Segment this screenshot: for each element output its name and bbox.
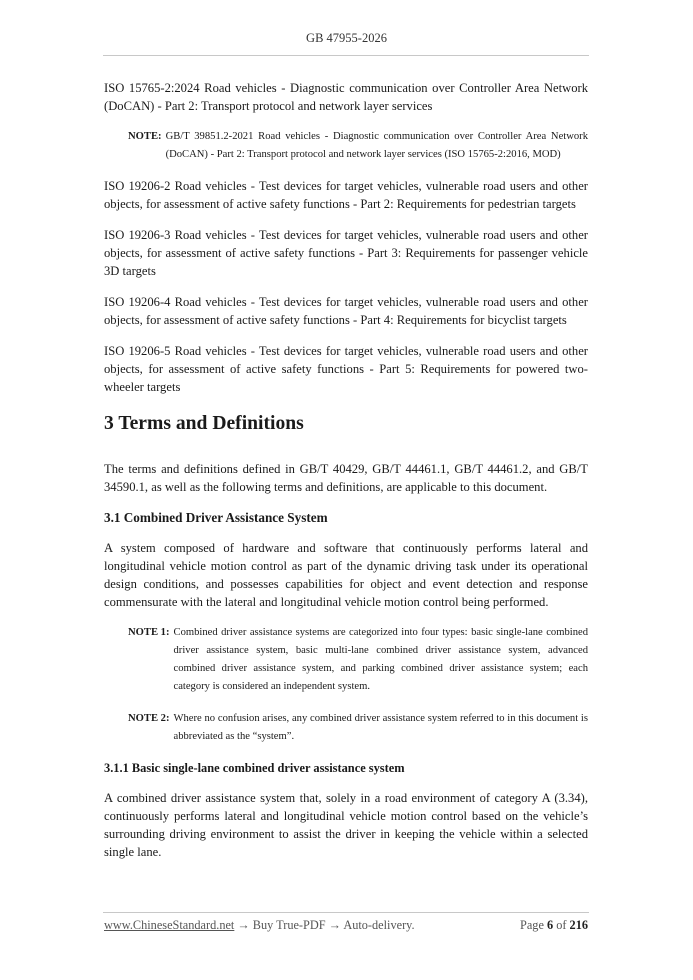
- section-3-intro: The terms and definitions defined in GB/T 40429, GB/T 44461.1, GB/T 44461.2, and GB/T 34590.1, as well as the following terms and definitions, are applicable to this document.: [104, 462, 588, 494]
- reference-iso-19206-3: ISO 19206-3 Road vehicles - Test devices for target vehicles, vulnerable road users and other objects, for assessment of active safety functions - Part 3: Requirements for passenger vehicle 3D targets: [104, 228, 588, 278]
- page-word: Page: [520, 918, 544, 932]
- note-2-text: Where no confusion arises, any combined driver assistance system referred to in this document is abbreviated as the “system”.: [173, 713, 588, 742]
- reference-iso-19206-4: ISO 19206-4 Road vehicles - Test devices for target vehicles, vulnerable road users and other objects, for assessment of active safety functions - Part 4: Requirements for bicyclist targets: [104, 295, 588, 327]
- note-2: [128, 710, 588, 746]
- section-3-1-heading: 3.1 Combined Driver Assistance System: [104, 510, 328, 525]
- note-2-label: NOTE 2:: [128, 713, 170, 724]
- footer-divider: [103, 912, 589, 913]
- note-text: GB/T 39851.2-2021 Road vehicles - Diagnostic communication over Controller Area Network (DoCAN) - Part 2: Transport protocol and network layer services (ISO 15765-2:2016, MOD): [165, 131, 588, 160]
- section-3-1-definition: A system composed of hardware and software that continuously performs lateral and longitudinal vehicle motion control as part of the dynamic driving task under its operational design conditions, and possesses capabilities for object and event detection and response commensurate with the lateral and longitudinal vehicle motion control being performed.: [104, 541, 588, 609]
- reference-iso-15765-2: ISO 15765-2:2024 Road vehicles - Diagnostic communication over Controller Area Network (DoCAN) - Part 2: Transport protocol and network layer services: [104, 81, 588, 113]
- footer-promo-text: → Buy True-PDF → Auto-delivery.: [234, 918, 415, 932]
- footer-promo: [104, 918, 415, 933]
- note-1-label: NOTE 1:: [128, 627, 170, 638]
- page-counter: [520, 918, 588, 933]
- note-label: NOTE:: [128, 131, 162, 142]
- of-word: of: [556, 918, 567, 932]
- page-total: 216: [569, 918, 588, 932]
- section-3-1-1-heading: 3.1.1 Basic single-lane combined driver assistance system: [104, 761, 405, 775]
- section-3-heading: 3 Terms and Definitions: [104, 413, 304, 434]
- reference-iso-19206-2: ISO 19206-2 Road vehicles - Test devices for target vehicles, vulnerable road users and other objects, for assessment of active safety functions - Part 2: Requirements for pedestrian targets: [104, 179, 588, 211]
- page-body: [104, 79, 588, 861]
- note-1-text: Combined driver assistance systems are categorized into four types: basic single-lane combined driver assistance system, basic multi-lane combined driver assistance system, advanced combined driver assistance system, and parking combined driver assistance system; each category is considered an independent system.: [173, 627, 588, 692]
- page-number: 6: [546, 918, 554, 932]
- reference-note: [128, 128, 588, 164]
- header-divider: [103, 55, 589, 56]
- note-1: [128, 624, 588, 696]
- site-link[interactable]: www.ChineseStandard.net: [104, 918, 235, 932]
- page-header: GB 47955-2026: [306, 31, 387, 45]
- reference-iso-19206-5: ISO 19206-5 Road vehicles - Test devices for target vehicles, vulnerable road users and other objects, for assessment of active safety functions - Part 5: Requirements for powered two-wheeler targets: [104, 344, 588, 394]
- section-3-1-1-definition: A combined driver assistance system that, solely in a road environment of category A (3.34), continuously performs lateral and longitudinal vehicle motion control based on the vehicle’s surrounding driving environment to assist the driver in keeping the vehicle within a selected single lane.: [104, 791, 588, 859]
